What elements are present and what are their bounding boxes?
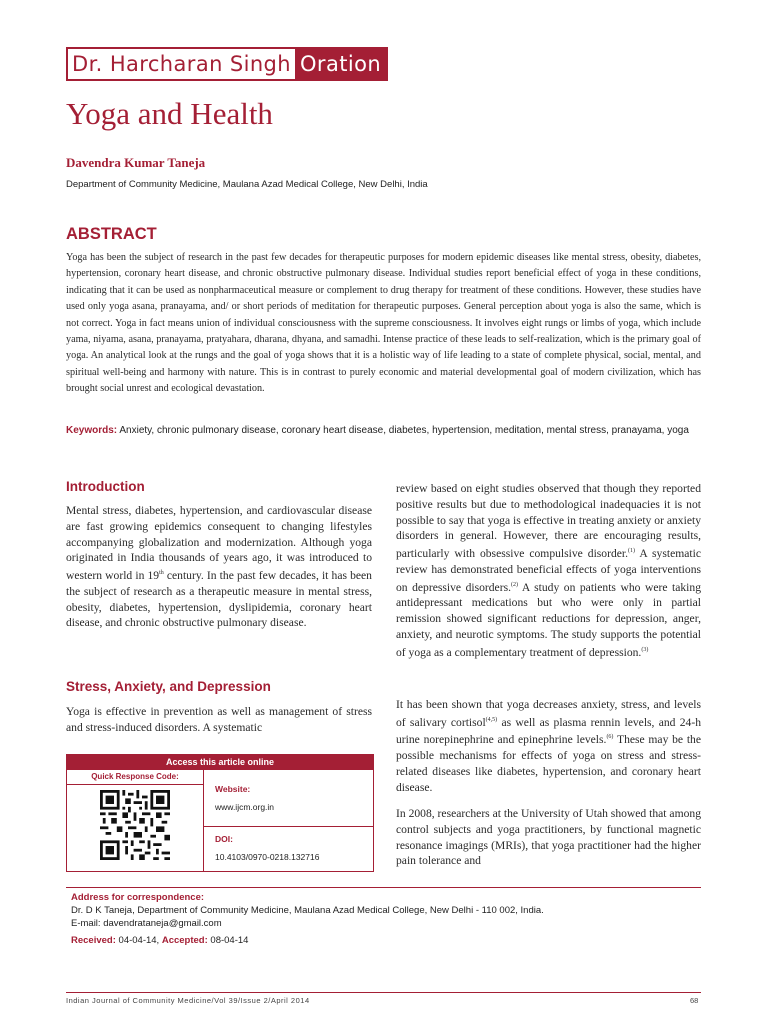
correspondence-heading: Address for correspondence: <box>71 892 205 903</box>
right-paragraph-1 <box>396 481 701 660</box>
received-label: Received: <box>71 935 116 946</box>
oration-banner <box>66 47 388 81</box>
qr-cell <box>67 770 204 871</box>
correspondence-address: Dr. D K Taneja, Department of Community Medicine, Maulana Azad Medical College, New Delhi - 110 002, India. <box>71 905 544 916</box>
right-paragraph-3: In 2008, researchers at the University of Utah showed that among control subjects and yoga practitioners, by functional magnetic resonance imagings (MRIs), that yoga practitioner had the higher pain tolerance and <box>396 807 701 868</box>
journal-citation: Indian Journal of Community Medicine/Vol 39/Issue 2/April 2014 <box>66 996 310 1005</box>
website-label: Website: <box>215 784 251 794</box>
intro-superscript: th <box>159 570 164 577</box>
abstract-body: Yoga has been the subject of research in the past few decades for therapeutic purposes for modern epidemic diseases like mental stress, obesity, diabetes, hypertension, coronary heart disease, and chronic obstructive pulmonary disease. Individual studies report beneficial effect of yoga in these conditions, indicating that it can be used as nonpharmaceutical measure or complement to drug therapy for treatment of these conditions. However, these studies have used only yoga asana, pranayama, and/ or short periods of meditation for therapeutic purposes. General perception about yoga is also the same, which is not correct. Yoga in fact means union of individual consciousness with the supreme consciousness. It involves eight rungs or limbs of yoga, which include yama, niyama, asana, pranayama, pratyahara, dharana, dhyana, and samadhi. Intense practice of these leads to self-realization, which is the primary goal of yoga. An analytical look at the rungs and the goal of yoga shows that it is a holistic way of life leading to a state of complete physical, social, mental, and spiritual well-being and harmony with nature. This is in contrast to purely economic and material developmental goal of modern civilization, which has brought social unrest and ecological devastation. <box>66 252 701 395</box>
accepted-label: Accepted: <box>161 935 208 946</box>
citation-ref[interactable]: (4,5) <box>485 716 498 723</box>
stress-text: Yoga is effective in prevention as well as management of stress and stress-induced disorders. A systematic <box>66 705 372 734</box>
text-part: as well as plasma rennin levels, and 24-h urine norepinephrine and epinephrine levels. <box>396 715 701 747</box>
intro-text-part: century. In the past few decades, it has been the subject of research as a therapeutic measure in mental stress, obesity, diabetes, hypertension, dyslipidemia, coronary heart disease, and chronic obstructive pulmonary disease. <box>66 569 372 630</box>
page-number: 68 <box>690 996 699 1005</box>
author-name: Davendra Kumar Taneja <box>66 155 206 170</box>
correspondence-divider <box>66 887 701 888</box>
access-box-title: Access this article online <box>67 755 373 770</box>
text-part: These may be the possible mechanisms for effects of yoga on stress and stress-related diseases like diabetes, hypertension, and coronary heart disease. <box>396 733 701 794</box>
author-affiliation: Department of Community Medicine, Maulana Azad Medical College, New Delhi, India <box>66 179 428 190</box>
access-article-box <box>66 754 374 872</box>
access-box-divider <box>204 826 373 827</box>
citation-ref[interactable]: (2) <box>510 581 518 588</box>
accepted-date: 08-04-14 <box>210 935 249 946</box>
text-part: A study on patients who were taking antidepressant medications but who were only in partial remission showed significant reductions for depression, anger, anxiety, and neurotic symptoms. The study supports the potential of yoga as a complementary treatment of depression. <box>396 580 701 659</box>
qr-label: Quick Response Code: <box>67 771 203 785</box>
right-paragraph-2 <box>396 697 701 796</box>
doi-link[interactable]: 10.4103/0970-0218.132716 <box>215 852 320 862</box>
section-heading-stress: Stress, Anxiety, and Depression <box>66 679 271 694</box>
introduction-text <box>66 503 372 631</box>
text-part: It has been shown that yoga decreases anxiety, stress, and levels of salivary cortisol <box>396 698 701 729</box>
keywords-label: Keywords: <box>66 425 118 436</box>
oration-name: Dr. Harcharan Singh <box>72 52 291 76</box>
citation-ref[interactable]: (1) <box>628 548 636 555</box>
footer-divider <box>66 992 701 993</box>
article-dates <box>71 935 248 946</box>
oration-label: Oration <box>295 49 386 79</box>
intro-text-part: Mental stress, diabetes, hypertension, and cardiovascular disease are fast growing epidemics consequent to changing lifestyles accompanying globalization and modernization. Although yoga originated in India thousands of years ago, it was introduced to western world in 19 <box>66 504 372 583</box>
abstract-heading: ABSTRACT <box>66 225 157 243</box>
qr-code-icon[interactable] <box>100 790 170 860</box>
doi-label: DOI: <box>215 834 233 844</box>
citation-ref[interactable]: (6) <box>606 734 614 741</box>
keywords-text: Anxiety, chronic pulmonary disease, coronary heart disease, diabetes, hypertension, meditation, mental stress, pranayama, yoga <box>119 425 689 436</box>
website-link[interactable]: www.ijcm.org.in <box>215 802 275 812</box>
section-heading-introduction: Introduction <box>66 479 145 494</box>
received-date: 04-04-14, <box>118 935 160 946</box>
text-part: review based on eight studies observed that though they reported positive results but due to methodological inadequacies it is not possible to say that yoga is effective in treating anxiety or anxiety disorders in general. However, there are encouraging results, particularly with obsessive compulsive disorder. <box>396 482 701 561</box>
correspondence-email[interactable]: E-mail: davendrataneja@gmail.com <box>71 918 222 929</box>
article-title: Yoga and Health <box>66 96 273 131</box>
keywords <box>66 424 701 438</box>
text-part: A systematic review has demonstrated beneficial effects of yoga interventions on depressive disorders. <box>396 547 701 594</box>
citation-ref[interactable]: (3) <box>641 646 649 653</box>
